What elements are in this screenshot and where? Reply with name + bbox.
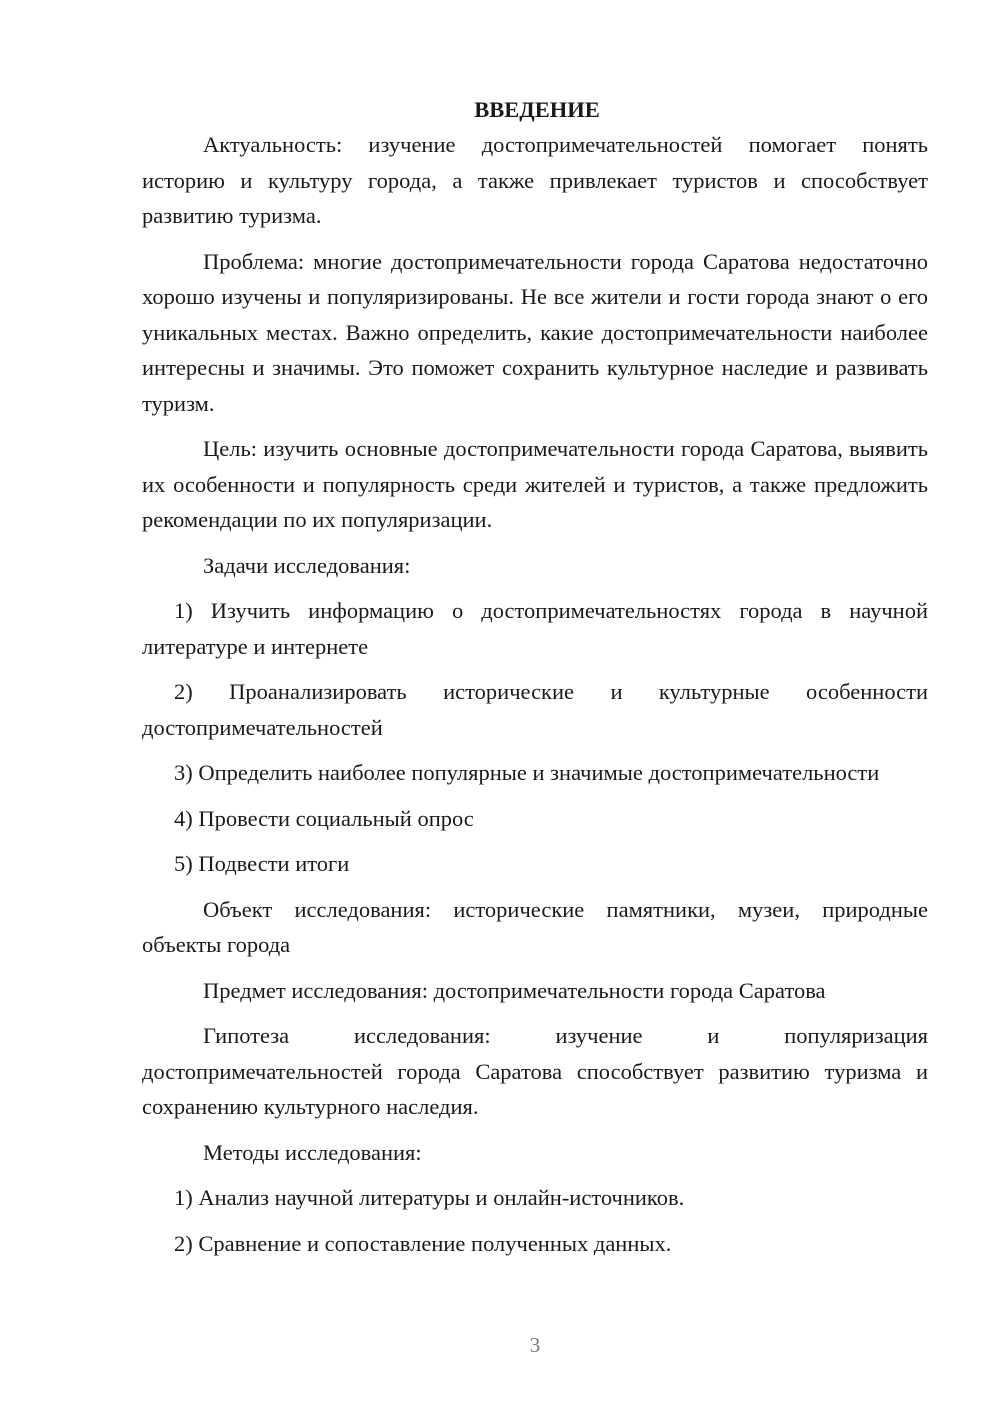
list-item-task-4: 4) Провести социальный опрос bbox=[174, 805, 474, 831]
paragraph-subject: Предмет исследования: достопримечательности города Саратова bbox=[203, 977, 826, 1003]
paragraph-tasks-heading: Задачи исследования: bbox=[203, 552, 411, 578]
paragraph-problem: Проблема: многие достопримечательности города Саратова недостаточно хорошо изучены и популяризированы. Не все жители и гости города знают о его уникальных местах. Важно определить, какие достопримечательности наиболее интересны и значимы. Это поможет сохранить культурное наследие и развивать туризм. bbox=[142, 248, 928, 416]
section-heading: ВВЕДЕНИЕ bbox=[474, 97, 600, 122]
document-page bbox=[142, 92, 928, 1261]
page-number: 3 bbox=[529, 1333, 541, 1357]
paragraph-methods-heading: Методы исследования: bbox=[203, 1139, 422, 1165]
paragraph-object: Объект исследования: исторические памятники, музеи, природные объекты города bbox=[142, 896, 928, 957]
paragraph-hypothesis: Гипотеза исследования: изучение и популяризация достопримечательностей города Саратова способствует развитию туризма и сохранению культурного наследия. bbox=[142, 1023, 928, 1119]
list-item-task-3: 3) Определить наиболее популярные и значимые достопримечательности bbox=[174, 760, 880, 785]
list-item-task-1: 1) Изучить информацию о достопримечательностях города в научной литературе и интернете bbox=[142, 598, 928, 659]
paragraph-relevance: Актуальность: изучение достопримечательностей помогает понять историю и культуру города, а также привлекает туристов и способствует развитию туризма. bbox=[142, 132, 928, 228]
list-item-method-2: 2) Сравнение и сопоставление полученных данных. bbox=[174, 1230, 672, 1256]
list-item-task-2: 2) Проанализировать исторические и культурные особенности достопримечательностей bbox=[142, 679, 928, 740]
list-item-task-5: 5) Подвести итоги bbox=[174, 851, 350, 876]
paragraph-goal: Цель: изучить основные достопримечательности города Саратова, выявить их особенности и популярность среди жителей и туристов, а также предложить рекомендации по их популяризации. bbox=[142, 436, 928, 532]
list-item-method-1: 1) Анализ научной литературы и онлайн-источников. bbox=[174, 1185, 685, 1210]
